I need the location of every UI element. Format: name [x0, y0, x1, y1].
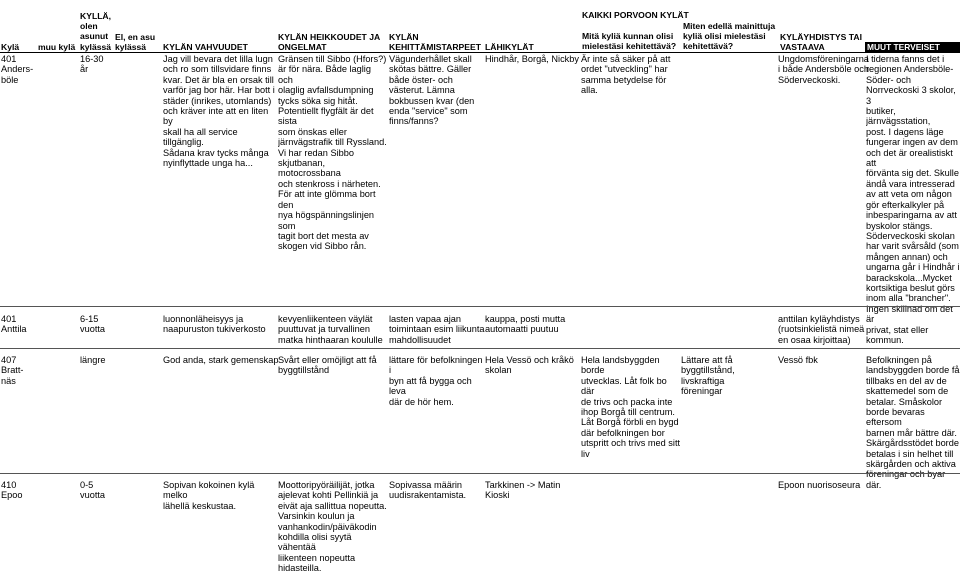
header-kehittamistarpeet: KYLÄN KEHITTÄMISTARPEET [389, 32, 481, 53]
row2-yhdistys: anttilan kyläyhdistys (ruotsinkielistä nimeä en osaa kirjoittaa) [778, 314, 865, 345]
row3-kehittamis: lättare för befolkningen i byn att få bygga och leva där de hör hem. [389, 355, 483, 407]
header-kyla: Kylä [1, 42, 20, 52]
row4-kylla: 0-5 vuotta [80, 480, 106, 501]
row1-yhdistys: Ungdomsföreningarna i både Andersböle och Söderveckoski. [778, 54, 869, 85]
row2-vahvuudet: luonnonläheisyys ja naapuruston tukiverkosto [163, 314, 266, 335]
row1-kyla: 401 Anders- böle [1, 54, 34, 85]
row3-kyla: 407 Bratt- näs [1, 355, 24, 386]
header-kaikki-porvoon-group [580, 10, 775, 52]
row1-mita: Är inte så säker på att ordet "utveckling" har samma betydelse för alla. [581, 54, 671, 96]
row1-muut: I tiderna fanns det i regionen Andersböle- Söder- och Norrveckoski 3 skolor, 3 butiker, järnvägsstation, post. I dagens läge fungerar ingen av dem och det är orealistiskt att förvänta sig det. Skulle ändå vara intresserad av att veta om någon gör efterkalkyler på inbesparingarna av att byskolor stängs. Söderveckoski skolan har varit svårsåld (som mången annan) och ungarna går i Hindhår i barackskola...Mycket kortsiktiga beslut görs inom alla "brancher". Ingen skillnad om det är privat, stat eller kommun. [866, 54, 960, 345]
header-kylla-olen: KYLLÄ, olen asunut kylässä [80, 11, 112, 52]
row4-kehittamis: Sopivassa määrin uudisrakentamista. [389, 480, 467, 501]
header-vahvuudet: KYLÄN VAHVUUDET [163, 42, 248, 52]
header-el-en-asu: El, en asu kylässä [115, 32, 156, 53]
row2-kylla: 6-15 vuotta [80, 314, 106, 335]
header-muu-kyla: muu kylä [38, 42, 76, 52]
row2-bottom-border [0, 348, 960, 349]
header-heikkoudet: KYLÄN HEIKKOUDET JA ONGELMAT [278, 32, 381, 53]
row4-lahikylat: Tarkkinen -> Matin Kioski [485, 480, 561, 501]
row1-bottom-border [0, 306, 960, 307]
header-lahikylat: LÄHIKYLÄT [485, 42, 534, 52]
row1-kehittamis: Vägunderhållet skall skötas bättre. Gäller både öster- och västerut. Lämna bokbussen kvar (den enda "service" som finns/fanns? [389, 54, 475, 127]
row2-heikkoudet: kevyenliikenteen väylät puuttuvat ja turvallinen matka hinthaaran koululle [278, 314, 383, 345]
row2-kehittamis: lasten vapaa ajan toimintaan esim liikunta mahdollisuudet [389, 314, 485, 345]
row4-yhdistys: Epoon nuorisoseura [778, 480, 861, 490]
row1-heikkoudet: Gränsen till Sibbo (Hfors?) är för nära. Både laglig och olaglig avfallsdumpning tycks söka sig hitåt. Potentiellt flygfält är det sista som önskas eller järnvägstrafik till Ryssland. Vi har redan Sibbo skjutbanan, motocrossbana och stenkross i närheten. För att inte glömma bort den nya högspänningslinjen som tagit bort det mesta av skogen vid Sibbo rån. [278, 54, 387, 252]
header-bottom-border [0, 52, 960, 53]
row3-lahikylat: Hela Vessö och kråkö skolan [485, 355, 574, 376]
header-yhdistys: KYLÄYHDISTYS TAI VASTAAVA [780, 32, 862, 53]
row2-lahikylat: kauppa, posti mutta automaatti puutuu [485, 314, 566, 335]
row4-kyla: 410 Epoo [1, 480, 23, 501]
row3-vahvuudet: God anda, stark gemenskap [163, 355, 279, 365]
row3-mita: Hela landsbyggden borde utvecklas. Låt folk bo där de trivs och packa inte ihop Borgå till centrum. Låt Borgå förbli en bygd där befolkningen bor utspritt och trivs med sitt liv [581, 355, 681, 459]
header-muut-terveiset: MUUT TERVEISET [865, 42, 960, 53]
row4-heikkoudet: Moottoripyöräilijät, jotka ajelevat kohti Pellinkiä ja eivät aja sallittua nopeutta. Varsinkin koulun ja vanhankodin/päiväkodin kohdilla olisi syytä vähentää liikenteen nopeutta hidasteilla. [278, 480, 387, 574]
row1-lahikylat: Hindhår, Borgå, Nickby [485, 54, 579, 64]
row1-vahvuudet: Jag vill bevara det lilla lugn och ro som tillsvidare finns kvar. Det är bla en orsak till varför jag bor här. Har bott i städer (inrikes, utomlands) och kräver inte att en liten by skall ha all service tillgänglig. Sådana krav tycks många nyinflyttade unga ha... [163, 54, 275, 169]
row3-yhdistys: Vessö fbk [778, 355, 818, 365]
row1-kylla: 16-30 år [80, 54, 104, 75]
row3-heikkoudet: Svårt eller omöjligt att få byggtillstånd [278, 355, 377, 376]
row3-muut: Befolkningen på landsbyggden borde få tillbaks en del av de skattemedel som de betalar. Småskolor borde bevaras eftersom barnen mår bättre där. Skärgårdsstödet borde betalas i sin helhet till skärgården och aktiva föreningar och byar där. [866, 355, 960, 490]
row2-kyla: 401 Anttila [1, 314, 27, 335]
row3-bottom-border [0, 473, 960, 474]
row3-kylla: längre [80, 355, 106, 365]
header-miten-edella: Miten edellä mainittuja kyliä olisi mielestäsi kehitettävä? [683, 21, 776, 52]
header-kaikki-porvoon: KAIKKI PORVOON KYLÄT [582, 10, 689, 20]
header-mita-kylia: Mitä kyliä kunnan olisi mielestäsi kehitettävä? [582, 31, 677, 52]
row3-miten: Lättare att få byggtillstånd, livskraftiga föreningar [681, 355, 735, 397]
row4-vahvuudet: Sopivan kokoinen kylä melko lähellä keskustaa. [163, 480, 255, 511]
